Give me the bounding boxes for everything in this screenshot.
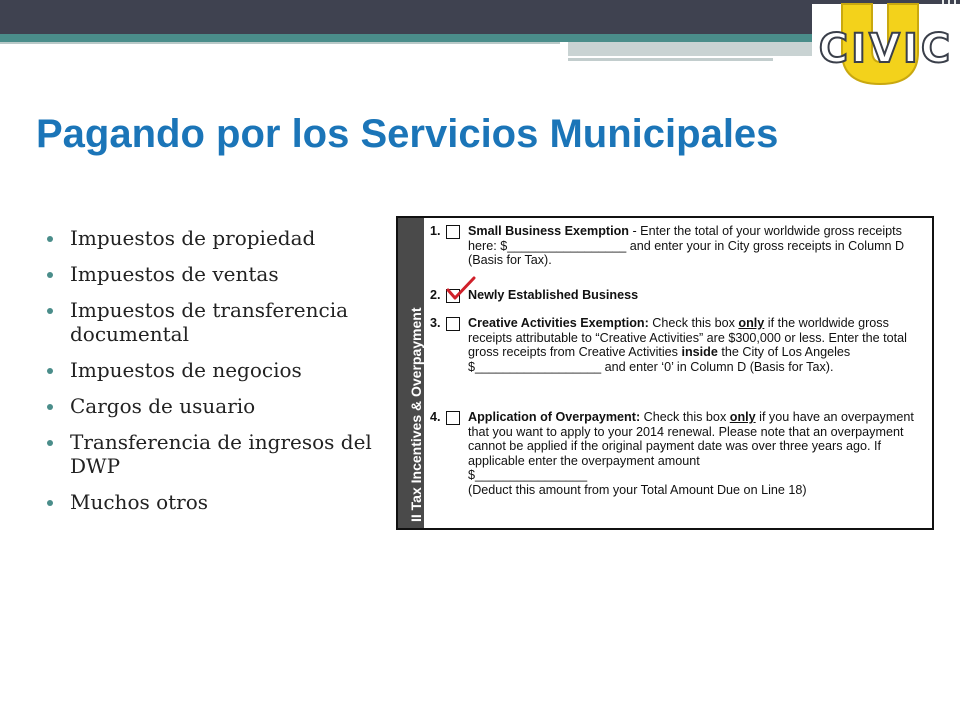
bullet-item: Transferencia de ingresos del DWP bbox=[44, 430, 384, 478]
checkbox[interactable] bbox=[446, 317, 460, 331]
row-body: if you have an overpayment that you want to apply to your 2014 renewal. Please note that an overpayment cannot be applied if the original payment date was over three years ago. If applicable enter the overpayment amount bbox=[468, 410, 914, 468]
bullet-item: Impuestos de propiedad bbox=[44, 226, 384, 250]
row-number: 1. bbox=[430, 224, 441, 238]
bullet-item: Muchos otros bbox=[44, 490, 384, 514]
row-body: the City of Los Angeles $__________________ and enter ‘0’ in Column D (Basis for Tax). bbox=[468, 345, 851, 374]
bullet-item: Cargos de usuario bbox=[44, 394, 384, 418]
row-emphasis: only bbox=[729, 410, 756, 424]
page-title: Pagando por los Servicios Municipales bbox=[36, 112, 779, 156]
header-stripe bbox=[568, 58, 773, 61]
row-heading: Newly Established Business bbox=[468, 288, 639, 302]
row-number: 4. bbox=[430, 410, 441, 424]
row-emphasis: only bbox=[738, 316, 765, 330]
form-section-bar bbox=[398, 218, 424, 528]
row-heading: Small Business Exemption bbox=[468, 224, 629, 238]
row-heading: Application of Overpayment: bbox=[468, 410, 641, 424]
row-emphasis: inside bbox=[681, 345, 718, 359]
row-text bbox=[468, 224, 924, 268]
header-stripe bbox=[0, 42, 560, 44]
row-text bbox=[468, 316, 924, 374]
row-body: - Enter the total of your worldwide gross receipts here: $_________________ and enter your in City gross receipts in Column D (Basis for Tax). bbox=[468, 224, 905, 267]
checkbox[interactable] bbox=[446, 411, 460, 425]
row-body: Check this box bbox=[648, 316, 739, 330]
row-body: $________________ bbox=[468, 468, 588, 482]
tax-form-excerpt bbox=[396, 216, 934, 530]
row-body: if the worldwide gross receipts attributable to “Creative Activities” are $300,000 or less. Enter the total gross receipts from Creative Activities bbox=[468, 316, 907, 359]
bullet-item: Impuestos de transferencia documental bbox=[44, 298, 384, 346]
checkbox[interactable] bbox=[446, 225, 460, 239]
row-text bbox=[468, 288, 924, 303]
row-text bbox=[468, 410, 924, 497]
bullet-item: Impuestos de ventas bbox=[44, 262, 384, 286]
row-body: (Deduct this amount from your Total Amount Due on Line 18) bbox=[468, 482, 807, 497]
bullet-item: Impuestos de negocios bbox=[44, 358, 384, 382]
row-number: 3. bbox=[430, 316, 441, 330]
form-section-label: II Tax Incentives & Overpayment bbox=[408, 307, 424, 522]
row-number: 2. bbox=[430, 288, 441, 302]
logo-text: CIVIC bbox=[818, 26, 954, 72]
civic-u-logo bbox=[812, 4, 960, 84]
row-heading: Creative Activities Exemption: bbox=[468, 316, 649, 330]
row-body: Check this box bbox=[640, 410, 730, 424]
bullet-list bbox=[44, 226, 384, 526]
